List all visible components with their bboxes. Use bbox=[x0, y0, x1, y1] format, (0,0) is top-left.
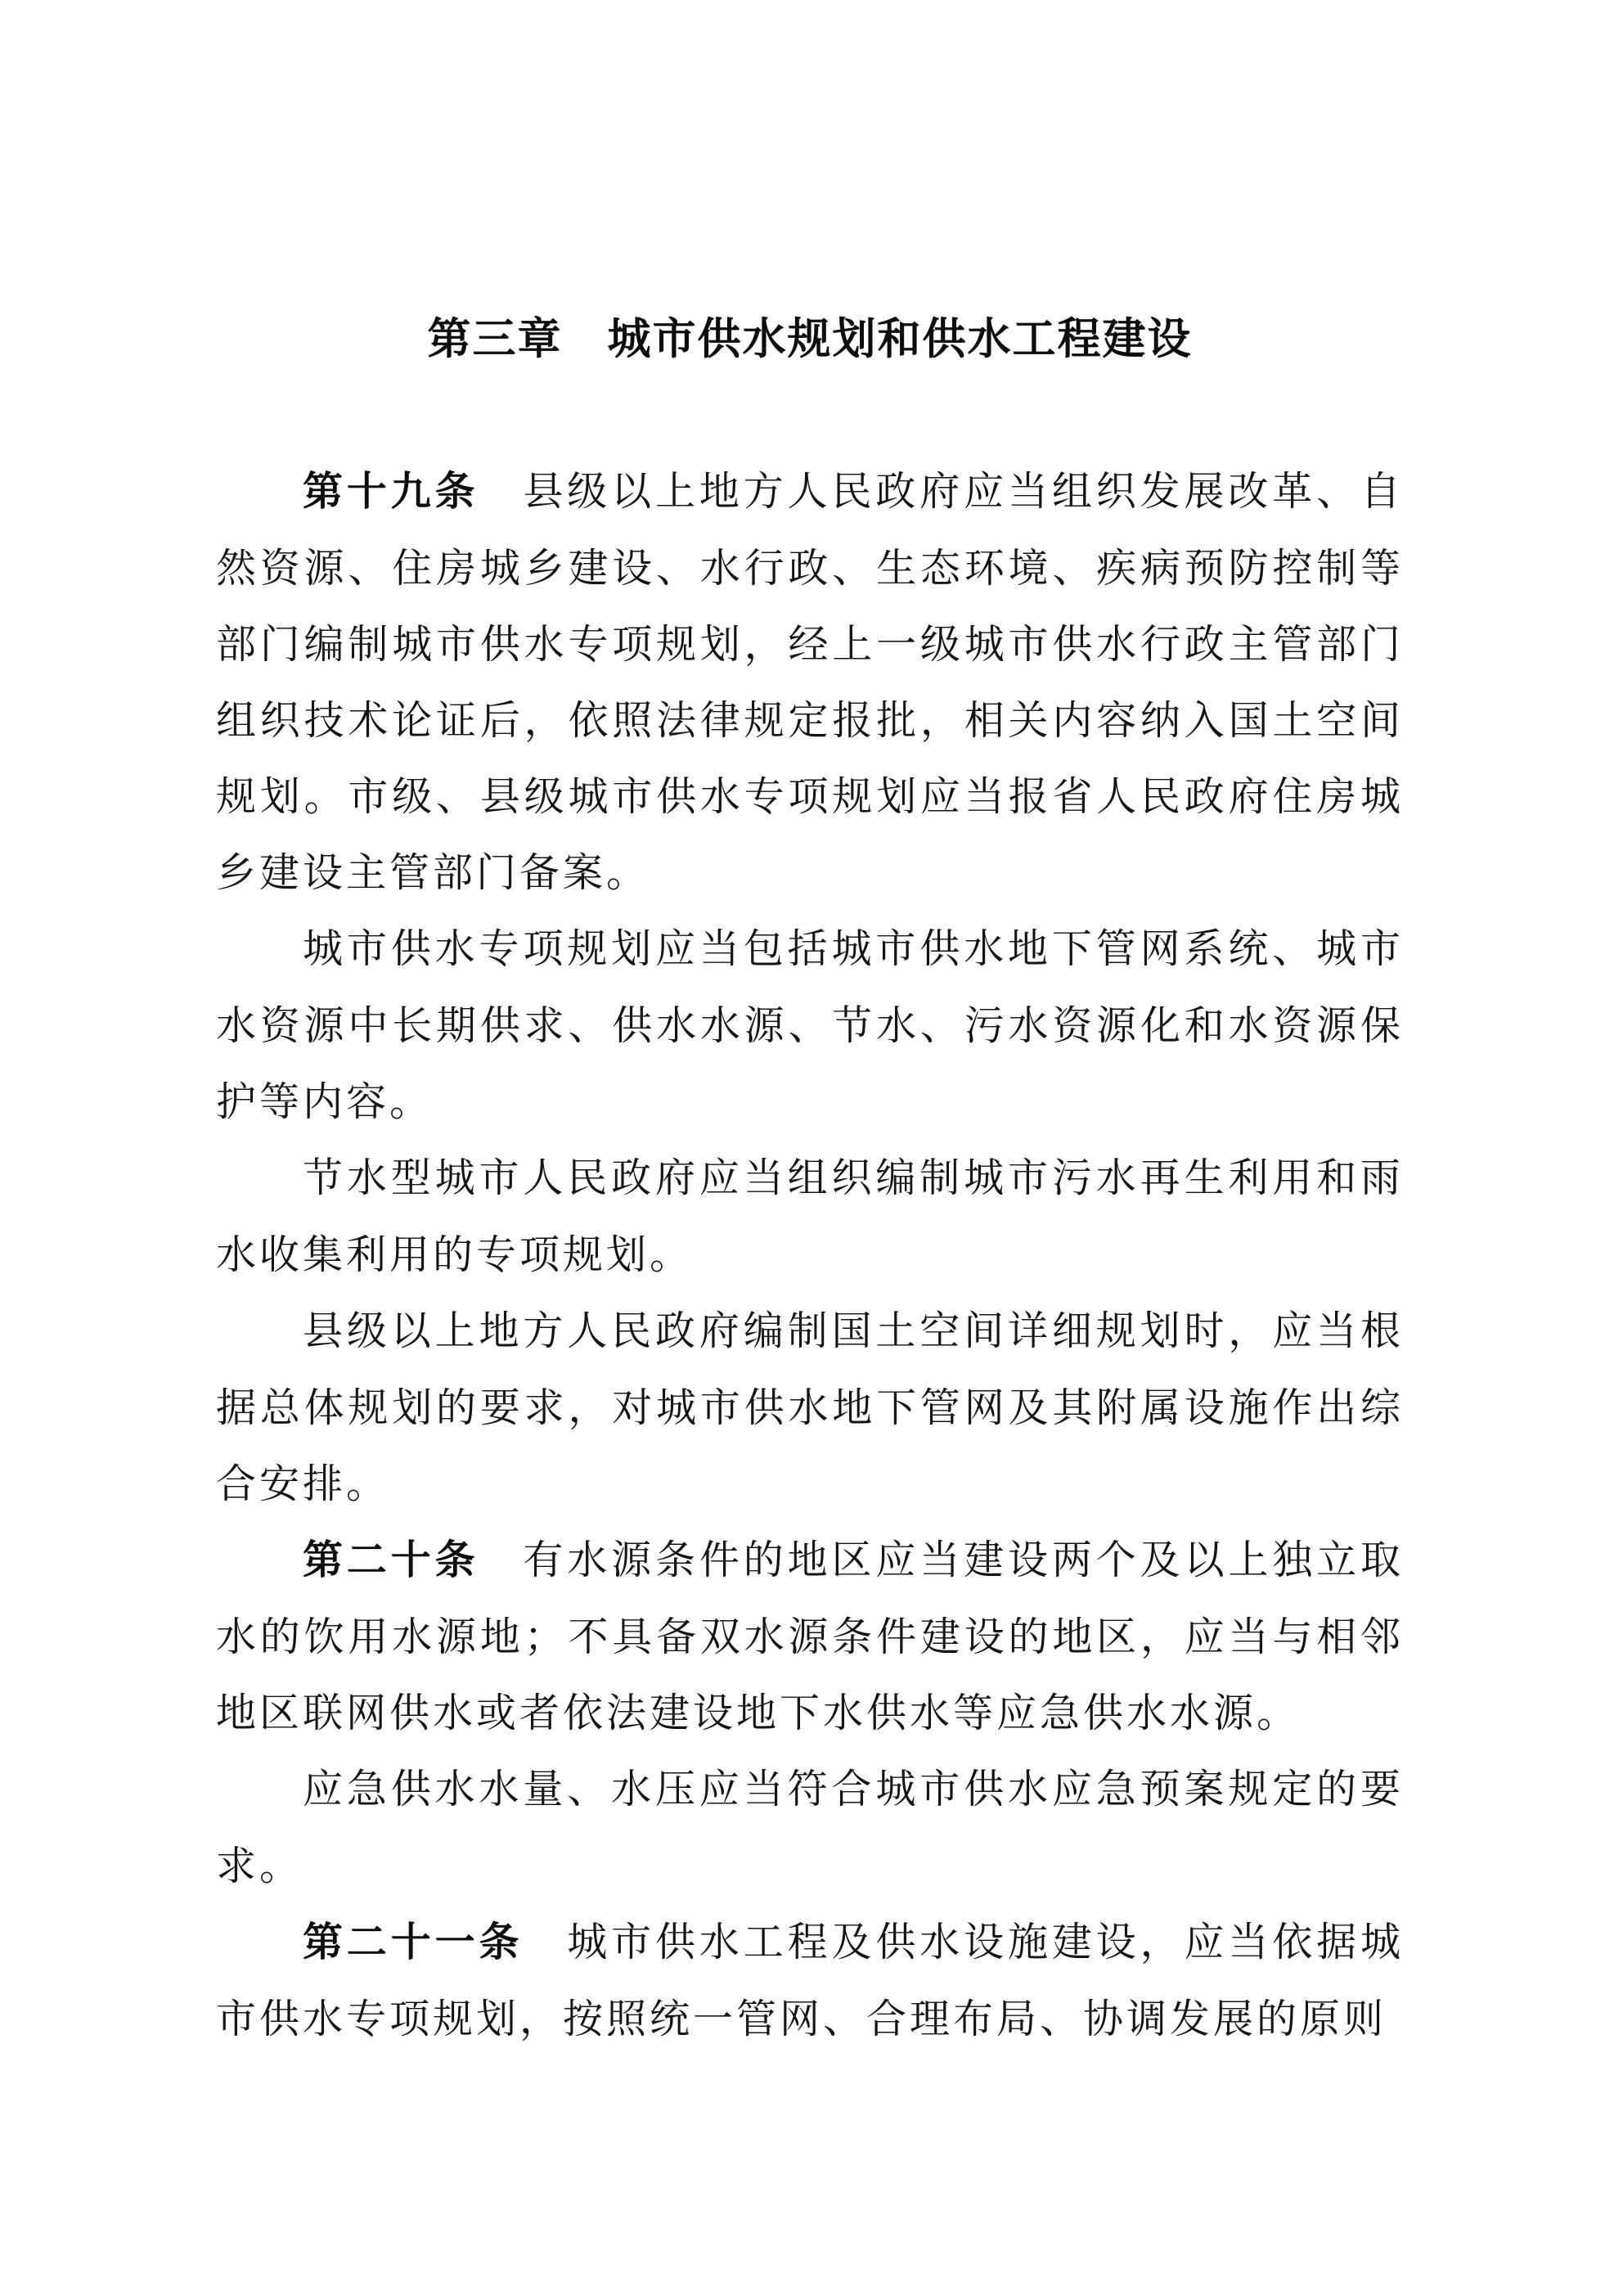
paragraph-article-21 bbox=[216, 1904, 1404, 2057]
article-21-number: 第二十一条 bbox=[303, 1920, 524, 1965]
chapter-title: 第三章 城市供水规划和供水工程建设 bbox=[427, 315, 1193, 363]
paragraph-water-saving-city bbox=[216, 1140, 1404, 1293]
paragraph-article-20 bbox=[216, 1522, 1404, 1751]
paragraph-text: 应急供水水量、水压应当符合城市供水应急预案规定的要求。 bbox=[216, 1767, 1404, 1889]
paragraph-article-19 bbox=[216, 453, 1404, 911]
article-20-text: 有水源条件的地区应当建设两个及以上独立取水的饮用水源地；不具备双水源条件建设的地区，应当与相邻地区联网供水或者依法建设地下水供水等应急供水水源。 bbox=[216, 1537, 1404, 1736]
article-19-number: 第十九条 bbox=[303, 470, 479, 514]
paragraph-text: 节水型城市人民政府应当组织编制城市污水再生利用和雨水收集利用的专项规划。 bbox=[216, 1155, 1404, 1277]
paragraph-emergency-supply bbox=[216, 1751, 1404, 1904]
document-content bbox=[216, 301, 1404, 2057]
article-20-number: 第二十条 bbox=[303, 1538, 479, 1582]
article-19-text: 县级以上地方人民政府应当组织发展改革、自然资源、住房城乡建设、水行政、生态环境、疾病预防控制等部门编制城市供水专项规划，经上一级城市供水行政主管部门组织技术论证后，依照法律规定报批，相关内容纳入国土空间规划。市级、县级城市供水专项规划应当报省人民政府住房城乡建设主管部门备案。 bbox=[216, 469, 1404, 895]
paragraph-detailed-planning bbox=[216, 1293, 1404, 1522]
paragraph-plan-contents bbox=[216, 911, 1404, 1140]
paragraph-text: 城市供水专项规划应当包括城市供水地下管网系统、城市水资源中长期供求、供水水源、节水、污水资源化和水资源保护等内容。 bbox=[216, 926, 1404, 1124]
article-21-text: 城市供水工程及供水设施建设，应当依据城市供水专项规划，按照统一管网、合理布局、协调发展的原则 bbox=[216, 1920, 1404, 2042]
paragraph-text: 县级以上地方人民政府编制国土空间详细规划时，应当根据总体规划的要求，对城市供水地下管网及其附属设施作出综合安排。 bbox=[216, 1308, 1404, 1506]
